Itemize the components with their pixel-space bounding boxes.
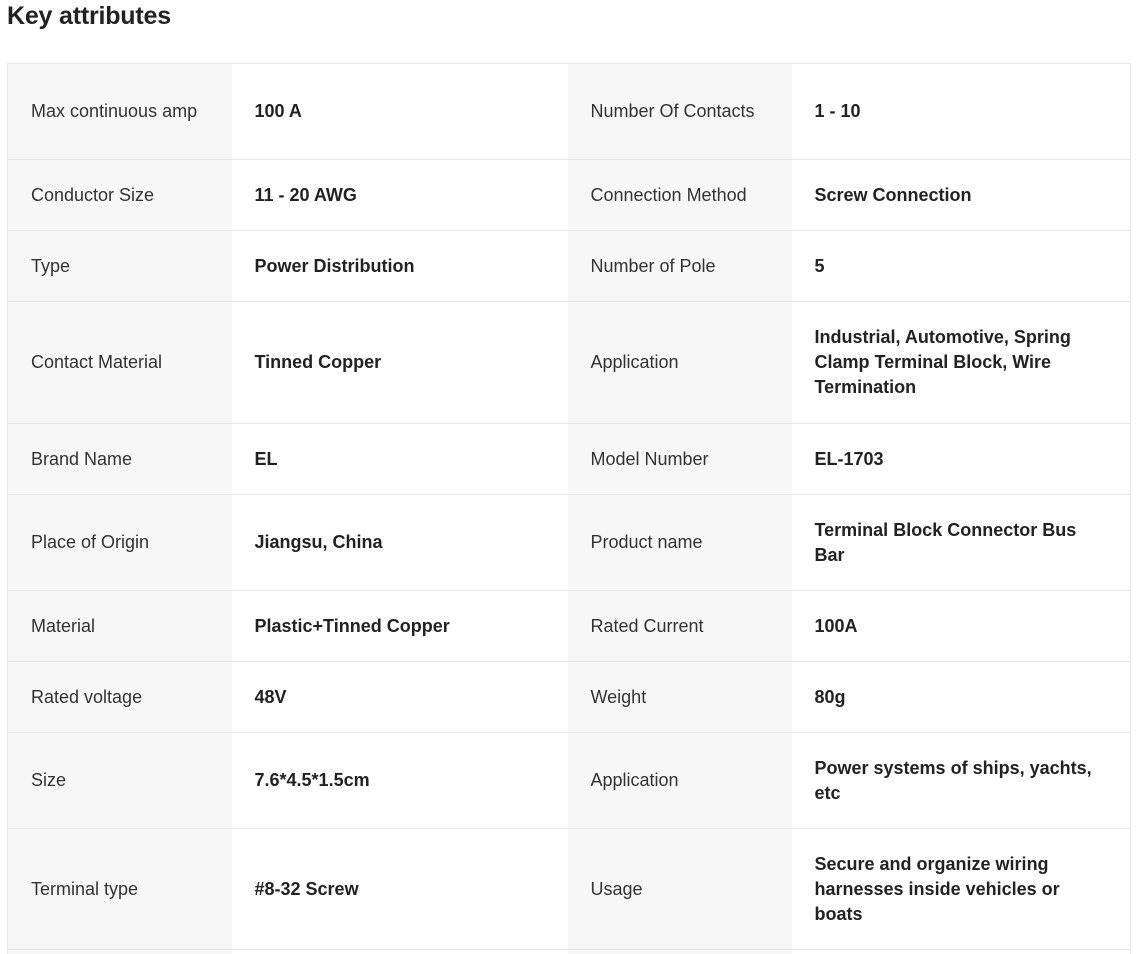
attribute-key: Max continuous amp bbox=[8, 64, 232, 160]
attribute-value: 1 - 10 bbox=[792, 64, 1131, 160]
attribute-key: Connection Method bbox=[568, 160, 792, 231]
key-attributes-table bbox=[7, 63, 1131, 954]
attribute-row bbox=[8, 733, 1131, 829]
attribute-value: 100 A bbox=[232, 64, 568, 160]
attribute-value: 11 - 20 AWG bbox=[232, 160, 568, 231]
attribute-value: Power systems of ships, yachts, etc bbox=[792, 733, 1131, 829]
attribute-value: Secure and organize wiring harnesses inside vehicles or boats bbox=[792, 829, 1131, 950]
attribute-row bbox=[8, 302, 1131, 424]
attribute-row bbox=[8, 64, 1131, 160]
attribute-key: Rated Current bbox=[568, 591, 792, 662]
attribute-value: 7.6*4.5*1.5cm bbox=[232, 733, 568, 829]
attribute-key: Rated voltage bbox=[8, 662, 232, 733]
attribute-key: Weight bbox=[568, 662, 792, 733]
attribute-key: Usage bbox=[568, 829, 792, 950]
attribute-key: Conductor Size bbox=[8, 160, 232, 231]
attribute-value: 5 bbox=[792, 231, 1131, 302]
attribute-value: Power Distribution bbox=[232, 231, 568, 302]
attribute-row bbox=[8, 231, 1131, 302]
attribute-value: Tinned Copper bbox=[232, 302, 568, 424]
attribute-value: Terminal Block Connector Bus Bar bbox=[792, 495, 1131, 591]
attribute-value: Jiangsu, China bbox=[232, 495, 568, 591]
attribute-key: Terminal type bbox=[8, 829, 232, 950]
attribute-row bbox=[8, 591, 1131, 662]
attribute-value: 80g bbox=[792, 662, 1131, 733]
attribute-key: Model Number bbox=[568, 424, 792, 495]
attribute-value: #8-32 Screw bbox=[232, 829, 568, 950]
attribute-value: 100A bbox=[792, 591, 1131, 662]
attribute-key: Product name bbox=[568, 495, 792, 591]
attribute-row bbox=[8, 495, 1131, 591]
section-title: Key attributes bbox=[7, 2, 171, 30]
attribute-key: Application bbox=[568, 733, 792, 829]
attribute-row bbox=[8, 829, 1131, 950]
attribute-row-partial bbox=[8, 950, 1131, 954]
attribute-key: Place of Origin bbox=[8, 495, 232, 591]
attribute-key: Contact Material bbox=[8, 302, 232, 424]
attribute-value: Screw Connection bbox=[792, 160, 1131, 231]
attribute-key: Number of Pole bbox=[568, 231, 792, 302]
attribute-value: Plastic+Tinned Copper bbox=[232, 591, 568, 662]
attribute-key: Size bbox=[8, 733, 232, 829]
attribute-key: Type bbox=[8, 231, 232, 302]
attribute-row bbox=[8, 662, 1131, 733]
attribute-key: Number Of Contacts bbox=[568, 64, 792, 160]
attribute-value: EL-1703 bbox=[792, 424, 1131, 495]
attribute-value: 48V bbox=[232, 662, 568, 733]
attribute-value: Industrial, Automotive, Spring Clamp Terminal Block, Wire Termination bbox=[792, 302, 1131, 424]
attribute-key: Material bbox=[8, 591, 232, 662]
attribute-row bbox=[8, 160, 1131, 231]
attribute-value: EL bbox=[232, 424, 568, 495]
attribute-row bbox=[8, 424, 1131, 495]
attribute-key: Brand Name bbox=[8, 424, 232, 495]
attribute-key: Application bbox=[568, 302, 792, 424]
